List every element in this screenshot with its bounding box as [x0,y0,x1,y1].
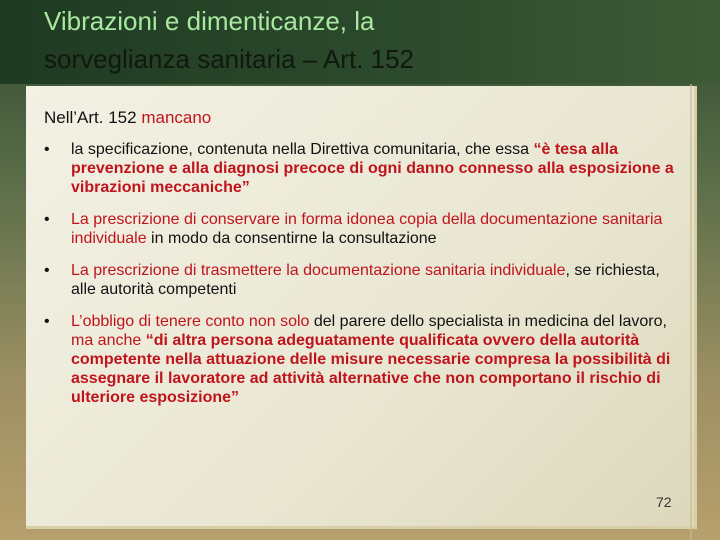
title-part-2: sorveglianza sanitaria [44,44,296,74]
item-4-text-a: L’obbligo di tenere conto [71,313,249,330]
bullet-list [44,140,674,420]
intro-prefix: Nell’Art. 152 [44,108,142,127]
title-part-1: Vibrazioni e dimenticanze, la [44,6,375,36]
item-2-text: in modo da consentirne la consultazione [146,230,437,247]
decorative-line [690,84,692,540]
item-4-quote: “di altra persona adeguatamente qualificata ovvero della autorità competente nella attuazione delle misure necessarie compresa la possibilità di assegnare il lavoratore ad attività alternative che non comportano il rischio di ulteriore esposizione” [71,332,671,406]
item-2-highlight: La prescrizione di conservare in forma idonea copia della documentazione sanitaria individuale [71,211,663,247]
item-4-non-solo: non solo [248,313,310,330]
bullet-icon: • [44,211,50,228]
list-item-2 [44,210,674,248]
list-item-1 [44,140,674,197]
list-item-4 [44,312,674,407]
item-4-text-b: del parere dello specialista in medicina del lavoro, [309,313,667,330]
bullet-icon: • [44,141,50,158]
title-part-3: – Art. 152 [295,44,414,74]
bullet-icon: • [44,313,50,330]
list-item-3 [44,261,674,299]
intro-line [44,108,211,128]
item-3-highlight: La prescrizione di trasmettere la documentazione sanitaria individuale [71,262,566,279]
item-3-text: , se richiesta, alle autorità competenti [71,262,660,298]
item-4-ma-anche: ma anche [71,332,142,349]
page-number: 72 [656,494,672,510]
intro-highlight: mancano [141,108,212,127]
item-1-text: la specificazione, contenuta nella Direttiva comunitaria, che essa [71,141,534,158]
slide-title [44,2,664,78]
bullet-icon: • [44,262,50,279]
item-1-quote: “è tesa alla prevenzione e alla diagnosi precoce di ogni danno connesso alla esposizione a vibrazioni meccaniche” [71,141,674,196]
